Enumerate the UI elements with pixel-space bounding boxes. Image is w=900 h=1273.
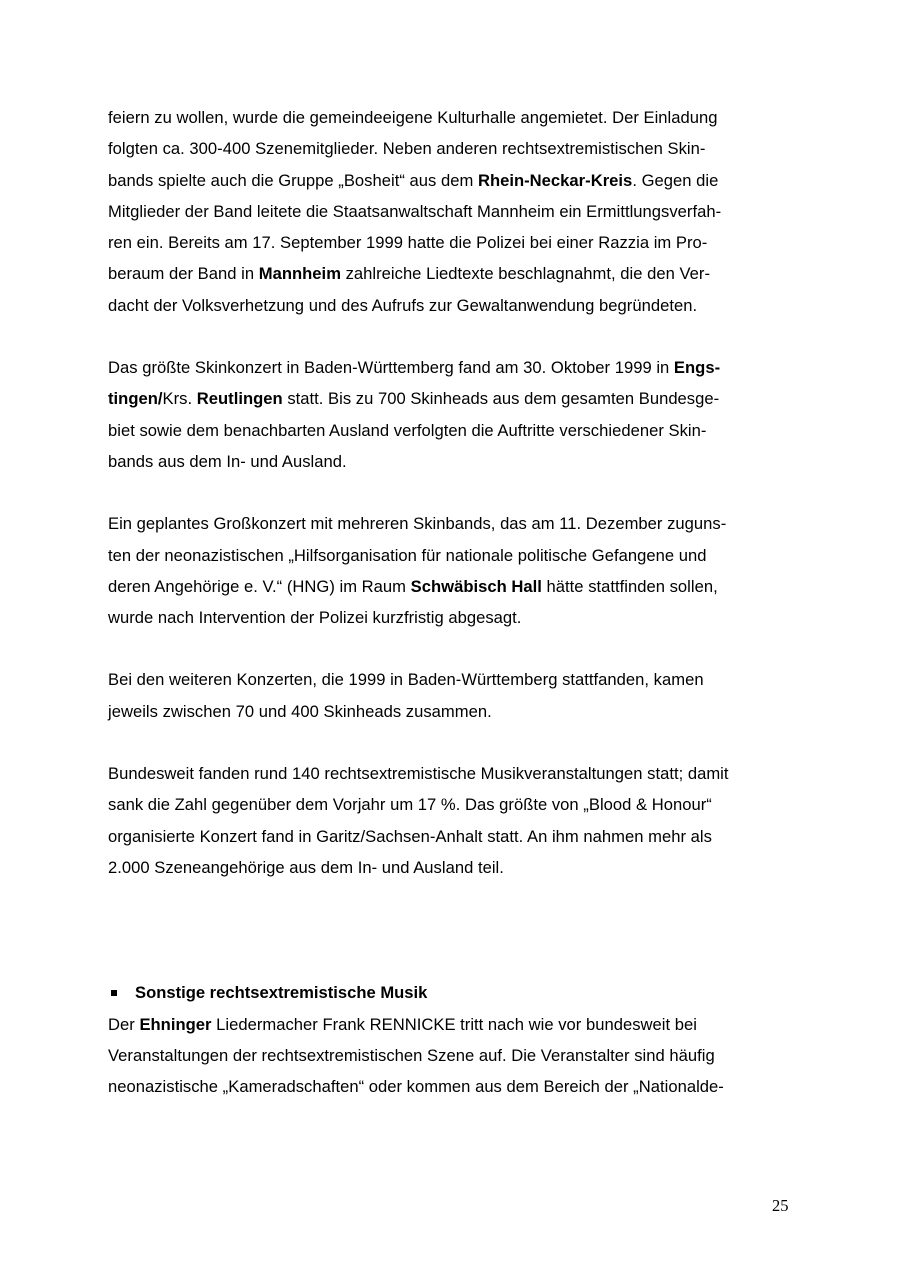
text-segment: Mitglieder der Band leitete die Staatsanwaltschaft Mannheim ein Ermittlungsverfah-: [108, 201, 722, 221]
text-segment: bands spielte auch die Gruppe „Bosheit“ aus dem: [108, 170, 478, 190]
text-line: [108, 415, 786, 446]
text-segment: statt. Bis zu 700 Skinheads aus dem gesamten Bundesge-: [282, 389, 720, 409]
text-line: [108, 383, 786, 414]
text-line: [108, 1040, 786, 1071]
text-segment: Der: [108, 1014, 140, 1034]
text-segment: biet sowie dem benachbarten Ausland verfolgten die Auftritte verschiedener Skin-: [108, 420, 707, 440]
paragraphs-top: [108, 102, 786, 883]
text-line: [108, 290, 786, 321]
text-line: [108, 664, 786, 695]
text-line: [108, 446, 786, 477]
text-line: [108, 133, 786, 164]
text-line: [108, 821, 786, 852]
text-segment: Das größte Skinkonzert in Baden-Württemberg fand am 30. Oktober 1999 in: [108, 358, 674, 378]
bold-text-segment: Engs-: [673, 358, 721, 378]
bold-text-segment: Mannheim: [258, 264, 341, 284]
text-segment: Bundesweit fanden rund 140 rechtsextremistische Musikveranstaltungen statt; damit: [108, 764, 729, 784]
text-line: [108, 571, 786, 602]
text-segment: dacht der Volksverhetzung und des Aufrufs zur Gewaltanwendung begründeten.: [108, 295, 698, 315]
text-segment: zahlreiche Liedtexte beschlagnahmt, die den Ver-: [340, 264, 711, 284]
text-line: [108, 1009, 786, 1040]
paragraphs-section: [108, 1009, 786, 1103]
text-segment: Liedermacher Frank RENNICKE tritt nach wie vor bundesweit bei: [211, 1014, 697, 1034]
text-line: [108, 102, 786, 133]
paragraph: [108, 664, 786, 727]
text-segment: Veranstaltungen der rechtsextremistischen Szene auf. Die Veranstalter sind häufig: [108, 1045, 715, 1065]
text-segment: 2.000 Szeneangehörige aus dem In- und Ausland teil.: [108, 857, 504, 877]
paragraph: [108, 1009, 786, 1103]
section-heading: [108, 977, 786, 1008]
bold-text-segment: Schwäbisch Hall: [410, 576, 542, 596]
text-segment: ren ein. Bereits am 17. September 1999 hatte die Polizei bei einer Razzia im Pro-: [108, 233, 708, 253]
paragraph: [108, 352, 786, 477]
text-segment: feiern zu wollen, wurde die gemeindeeigene Kulturhalle angemietet. Der Einladung: [108, 108, 718, 127]
text-segment: bands aus dem In- und Ausland.: [108, 451, 347, 471]
text-segment: Ein geplantes Großkonzert mit mehreren Skinbands, das am 11. Dezember zuguns-: [108, 514, 727, 534]
text-segment: neonazistische „Kameradschaften“ oder kommen aus dem Bereich der „Nationalde-: [108, 1077, 724, 1097]
text-segment: deren Angehörige e. V.“ (HNG) im Raum: [108, 576, 411, 596]
text-line: [108, 165, 786, 196]
text-segment: sank die Zahl gegenüber dem Vorjahr um 17 %. Das größte von „Blood & Honour“: [108, 795, 712, 815]
text-segment: wurde nach Intervention der Polizei kurzfristig abgesagt.: [108, 608, 522, 628]
text-segment: folgten ca. 300-400 Szenemitglieder. Neben anderen rechtsextremistischen Skin-: [108, 139, 706, 159]
paragraph: [108, 508, 786, 633]
paragraph: [108, 102, 786, 321]
text-line: [108, 352, 786, 383]
text-line: [108, 540, 786, 571]
text-segment: organisierte Konzert fand in Garitz/Sachsen-Anhalt statt. An ihm nahmen mehr als: [108, 826, 712, 846]
page-number: 25: [772, 1196, 789, 1215]
text-line: [108, 696, 786, 727]
text-line: [108, 758, 786, 789]
bold-text-segment: Ehninger: [139, 1014, 212, 1034]
text-line: [108, 227, 786, 258]
document-body: [108, 102, 786, 1102]
text-segment: . Gegen die: [632, 170, 719, 190]
bold-text-segment: Rhein-Neckar-Kreis: [477, 170, 633, 190]
text-segment: ten der neonazistischen „Hilfsorganisation für nationale politische Gefangene und: [108, 545, 707, 565]
text-segment: beraum der Band in: [108, 264, 259, 284]
text-segment: jeweils zwischen 70 und 400 Skinheads zusammen.: [108, 701, 492, 721]
text-line: [108, 196, 786, 227]
paragraph: [108, 758, 786, 883]
bold-text-segment: Reutlingen: [196, 389, 283, 409]
bold-text-segment: tingen/: [108, 389, 163, 409]
text-line: [108, 1071, 786, 1102]
text-segment: hätte stattfinden sollen,: [541, 576, 718, 596]
square-bullet-icon: [111, 990, 117, 996]
text-line: [108, 258, 786, 289]
text-line: [108, 508, 786, 539]
text-segment: Bei den weiteren Konzerten, die 1999 in Baden-Württemberg stattfanden, kamen: [108, 670, 704, 690]
text-line: [108, 789, 786, 820]
text-line: [108, 852, 786, 883]
section-heading-text: Sonstige rechtsextremistische Musik: [135, 983, 428, 1003]
text-line: [108, 602, 786, 633]
text-segment: Krs.: [162, 389, 197, 409]
